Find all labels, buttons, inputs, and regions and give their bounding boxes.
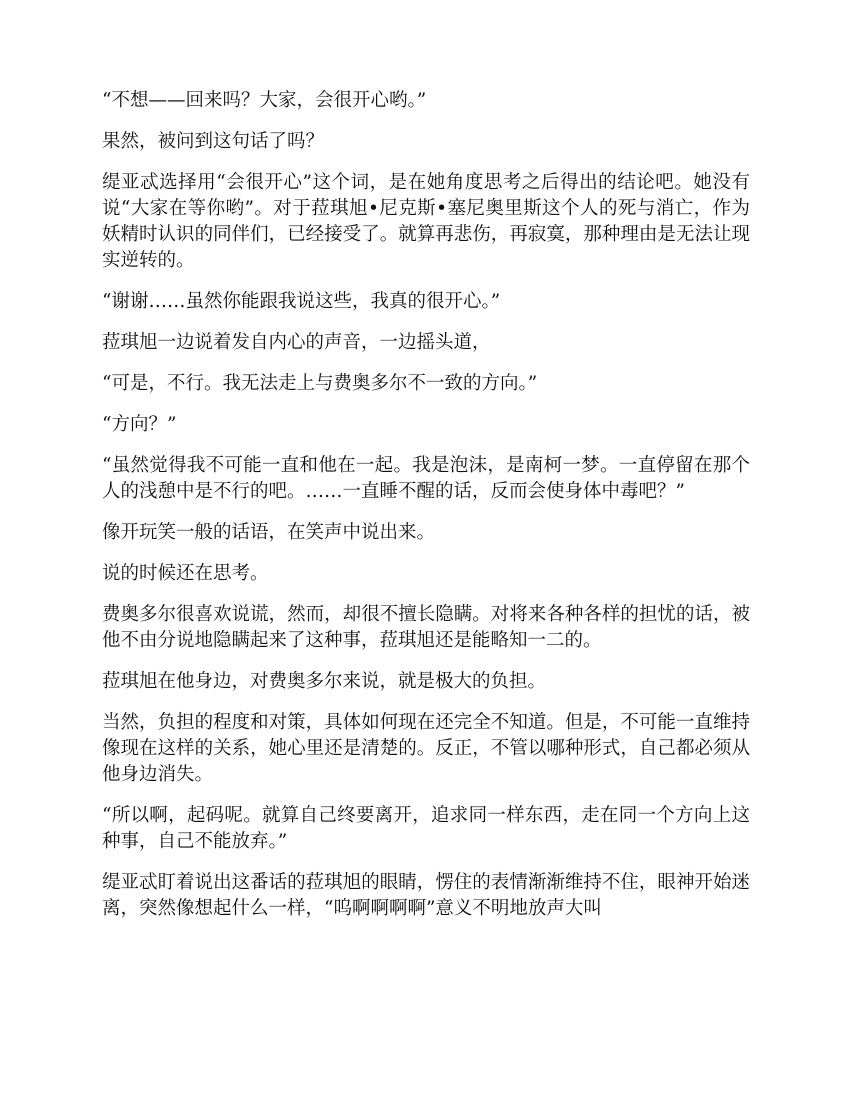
paragraph-12: 菈琪旭在他身边，对费奥多尔来说，就是极大的负担。 <box>102 671 547 692</box>
paragraph-9: 像开玩笑一般的话语，在笑声中说出来。 <box>102 522 436 543</box>
paragraph-10: 说的时候还在思考。 <box>102 563 269 584</box>
paragraph-8: “虽然觉得我不可能一直和他在一起。我是泡沫，是南柯一梦。一直停留在那个人的浅憩中是不行的吧。……一直睡不醒的话，反而会使身体中毒吧？” <box>102 455 750 502</box>
paragraph-1: “不想——回来吗？大家，会很开心哟。” <box>102 90 427 111</box>
paragraph-4: “谢谢……虽然你能跟我说这些，我真的很开心。” <box>102 291 501 312</box>
paragraph-3: 缇亚忒选择用“会很开心”这个词，是在她角度思考之后得出的结论吧。她没有说“大家在等你哟”。对于菈琪旭•尼克斯•塞尼奥里斯这个人的死与消亡，作为妖精时认识的同伴们，已经接受了。就算再悲伤，再寂寞，那种理由是无法让现实逆转的。 <box>102 172 750 271</box>
document-page <box>102 88 750 937</box>
paragraph-11: 费奥多尔很喜欢说谎，然而，却很不擅长隐瞒。对将来各种各样的担忧的话，被他不由分说地隐瞒起来了这种事，菈琪旭还是能略知一二的。 <box>102 604 750 651</box>
paragraph-7: “方向？” <box>102 414 177 435</box>
paragraph-2: 果然，被问到这句话了吗？ <box>102 131 325 152</box>
paragraph-13: 当然，负担的程度和对策，具体如何现在还完全不知道。但是，不可能一直维持像现在这样的关系，她心里还是清楚的。反正，不管以哪种形式，自己都必须从他身边消失。 <box>102 712 750 785</box>
paragraph-15: 缇亚忒盯着说出这番话的菈琪旭的眼睛，愣住的表情渐渐维持不住，眼神开始迷离，突然像想起什么一样，“呜啊啊啊啊”意义不明地放声大叫 <box>102 872 750 919</box>
paragraph-6: “可是，不行。我无法走上与费奥多尔不一致的方向。” <box>102 373 538 394</box>
paragraph-5: 菈琪旭一边说着发自内心的声音，一边摇头道， <box>102 332 491 353</box>
paragraph-14: “所以啊，起码呢。就算自己终要离开，追求同一样东西，走在同一个方向上这种事，自己不能放弃。” <box>102 805 750 852</box>
